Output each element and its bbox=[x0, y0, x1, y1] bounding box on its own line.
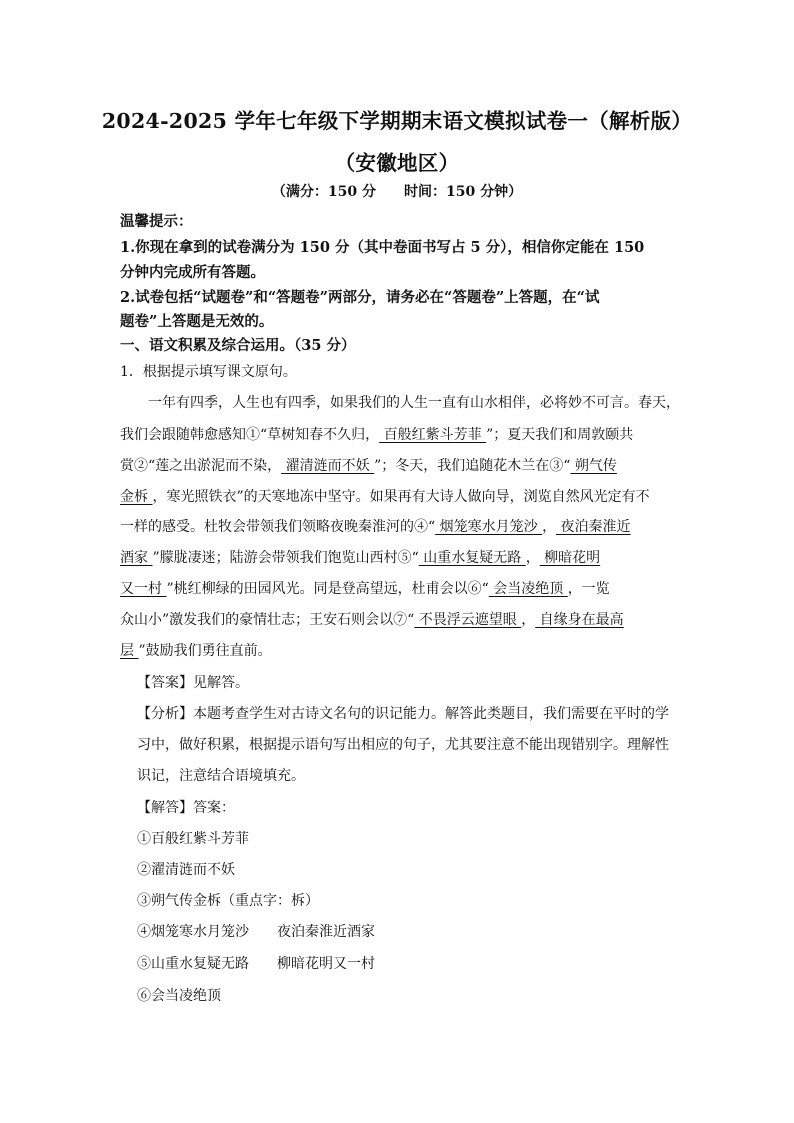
analysis-tag: 【分析】 bbox=[137, 706, 193, 722]
passage-line bbox=[120, 516, 631, 536]
passage-text: ”鼓励我们勇往直前。 bbox=[138, 643, 272, 659]
passage-text: ”朦胧凄迷；陆游会带领我们饱览山西村⑤“ bbox=[152, 550, 419, 566]
solution-item: ①百般红紫斗芳菲 bbox=[137, 831, 249, 847]
solution-item bbox=[137, 921, 375, 941]
passage-text: ， bbox=[542, 519, 557, 535]
solution-item: ②濯清涟而不妖 bbox=[137, 862, 235, 878]
passage-text: 一样的感受。杜牧会带领我们领略夜晚秦淮河的④“ bbox=[120, 519, 436, 535]
filled-blank: 山重水复疑无路 bbox=[418, 550, 526, 566]
solution-line bbox=[137, 797, 235, 817]
passage-line bbox=[120, 547, 600, 567]
filled-blank: 金柝 bbox=[120, 489, 153, 505]
passage-line: 一年有四季，人生也有四季，如果我们的人生一直有山水相伴，必将妙不可言。春天， bbox=[148, 395, 680, 411]
answer-line bbox=[137, 672, 249, 692]
solution-item: ③朔气传金柝（重点字：柝） bbox=[137, 893, 319, 909]
solution-tag: 【解答】 bbox=[137, 800, 193, 816]
answer-tag: 【答案】 bbox=[137, 675, 193, 691]
tips-heading: 温馨提示： bbox=[120, 213, 193, 230]
solution-part: 夜泊秦淮近酒家 bbox=[277, 924, 375, 940]
analysis-text: 本题考查学生对古诗文名句的识记能力。解答此类题目，我们需要在平时的学 bbox=[193, 706, 669, 722]
section-heading: 一、语文积累及综合运用。（35 分） bbox=[120, 337, 356, 354]
filled-blank: 会当凌绝顶 bbox=[488, 581, 568, 597]
passage-line bbox=[120, 455, 617, 475]
analysis-line bbox=[137, 703, 669, 723]
passage-text: ， bbox=[521, 612, 536, 628]
passage-line bbox=[120, 609, 624, 629]
solution-intro: 答案： bbox=[193, 800, 235, 816]
passage-line bbox=[120, 578, 610, 598]
passage-text: ”桃红柳绿的田园风光。同是登高望远，杜甫会以⑥“ bbox=[166, 581, 489, 597]
answer-text: 见解答。 bbox=[193, 675, 249, 691]
passage-text: 赏②“莲之出淤泥而不染， bbox=[120, 458, 282, 474]
solution-part: ④烟笼寒水月笼沙 bbox=[137, 924, 249, 940]
passage-text: ”；夏天我们和周敦颐共 bbox=[486, 427, 634, 443]
filled-blank: 朔气传 bbox=[570, 458, 617, 474]
filled-blank: 夜泊秦淮近 bbox=[556, 519, 631, 535]
filled-blank: 不畏浮云遮望眼 bbox=[414, 612, 522, 628]
filled-blank: 烟笼寒水月笼沙 bbox=[435, 519, 543, 535]
tip-2-line-2: 题卷”上答题是无效的。 bbox=[120, 313, 274, 330]
filled-blank: 自缘身在最高 bbox=[535, 612, 624, 628]
passage-line bbox=[120, 486, 650, 506]
filled-blank: 层 bbox=[120, 643, 139, 659]
passage-text: ，寒光照铁衣”的天寒地冻中坚守。如果再有大诗人做向导，浏览自然风光定有不 bbox=[152, 489, 650, 505]
question-prompt: 1．根据提示填写课文原句。 bbox=[120, 364, 297, 380]
passage-text: ， bbox=[525, 550, 540, 566]
solution-item bbox=[137, 953, 375, 973]
solution-part: ⑤山重水复疑无路 bbox=[137, 956, 249, 972]
analysis-line: 习中，做好积累，根据提示语句写出相应的句子，尤其要注意不能出现错别字。理解性 bbox=[137, 737, 669, 753]
tip-1-line-2: 分钟内完成所有答题。 bbox=[120, 264, 265, 281]
filled-blank: 百般红紫斗芳菲 bbox=[379, 427, 487, 443]
filled-blank: 又一村 bbox=[120, 581, 167, 597]
passage-line bbox=[120, 424, 633, 444]
solution-item: ⑥会当凌绝顶 bbox=[137, 988, 221, 1004]
solution-part: 柳暗花明又一村 bbox=[277, 956, 375, 972]
passage-text: 我们会跟随韩愈感知①“草树知春不久归， bbox=[120, 427, 380, 443]
passage-text: ”；冬天，我们追随花木兰在③“ bbox=[374, 458, 571, 474]
tip-1-line-1: 1.你现在拿到的试卷满分为 150 分（其中卷面书写占 5 分），相信你定能在 150 bbox=[120, 239, 645, 256]
page-title: 2024-2025 学年七年级下学期期末语文模拟试卷一（解析版） bbox=[101, 109, 693, 133]
full-score: （满分：150 分 bbox=[271, 184, 376, 200]
page-title-region: （安徽地区） bbox=[334, 151, 460, 175]
analysis-line: 识记，注意结合语境填充。 bbox=[137, 768, 305, 784]
passage-text: ，一览 bbox=[567, 581, 610, 597]
filled-blank: 濯清涟而不妖 bbox=[281, 458, 375, 474]
tip-2-line-1: 2.试卷包括“试题卷”和“答题卷”两部分，请务必在“答题卷”上答题，在“试 bbox=[120, 289, 600, 306]
passage-line bbox=[120, 640, 272, 660]
exam-meta bbox=[0, 181, 794, 201]
passage-text: 众山小”激发我们的豪情壮志；王安石则会以⑦“ bbox=[120, 612, 415, 628]
filled-blank: 柳暗花明 bbox=[539, 550, 601, 566]
filled-blank: 酒家 bbox=[120, 550, 153, 566]
exam-time: 时间：150 分钟） bbox=[404, 184, 523, 200]
